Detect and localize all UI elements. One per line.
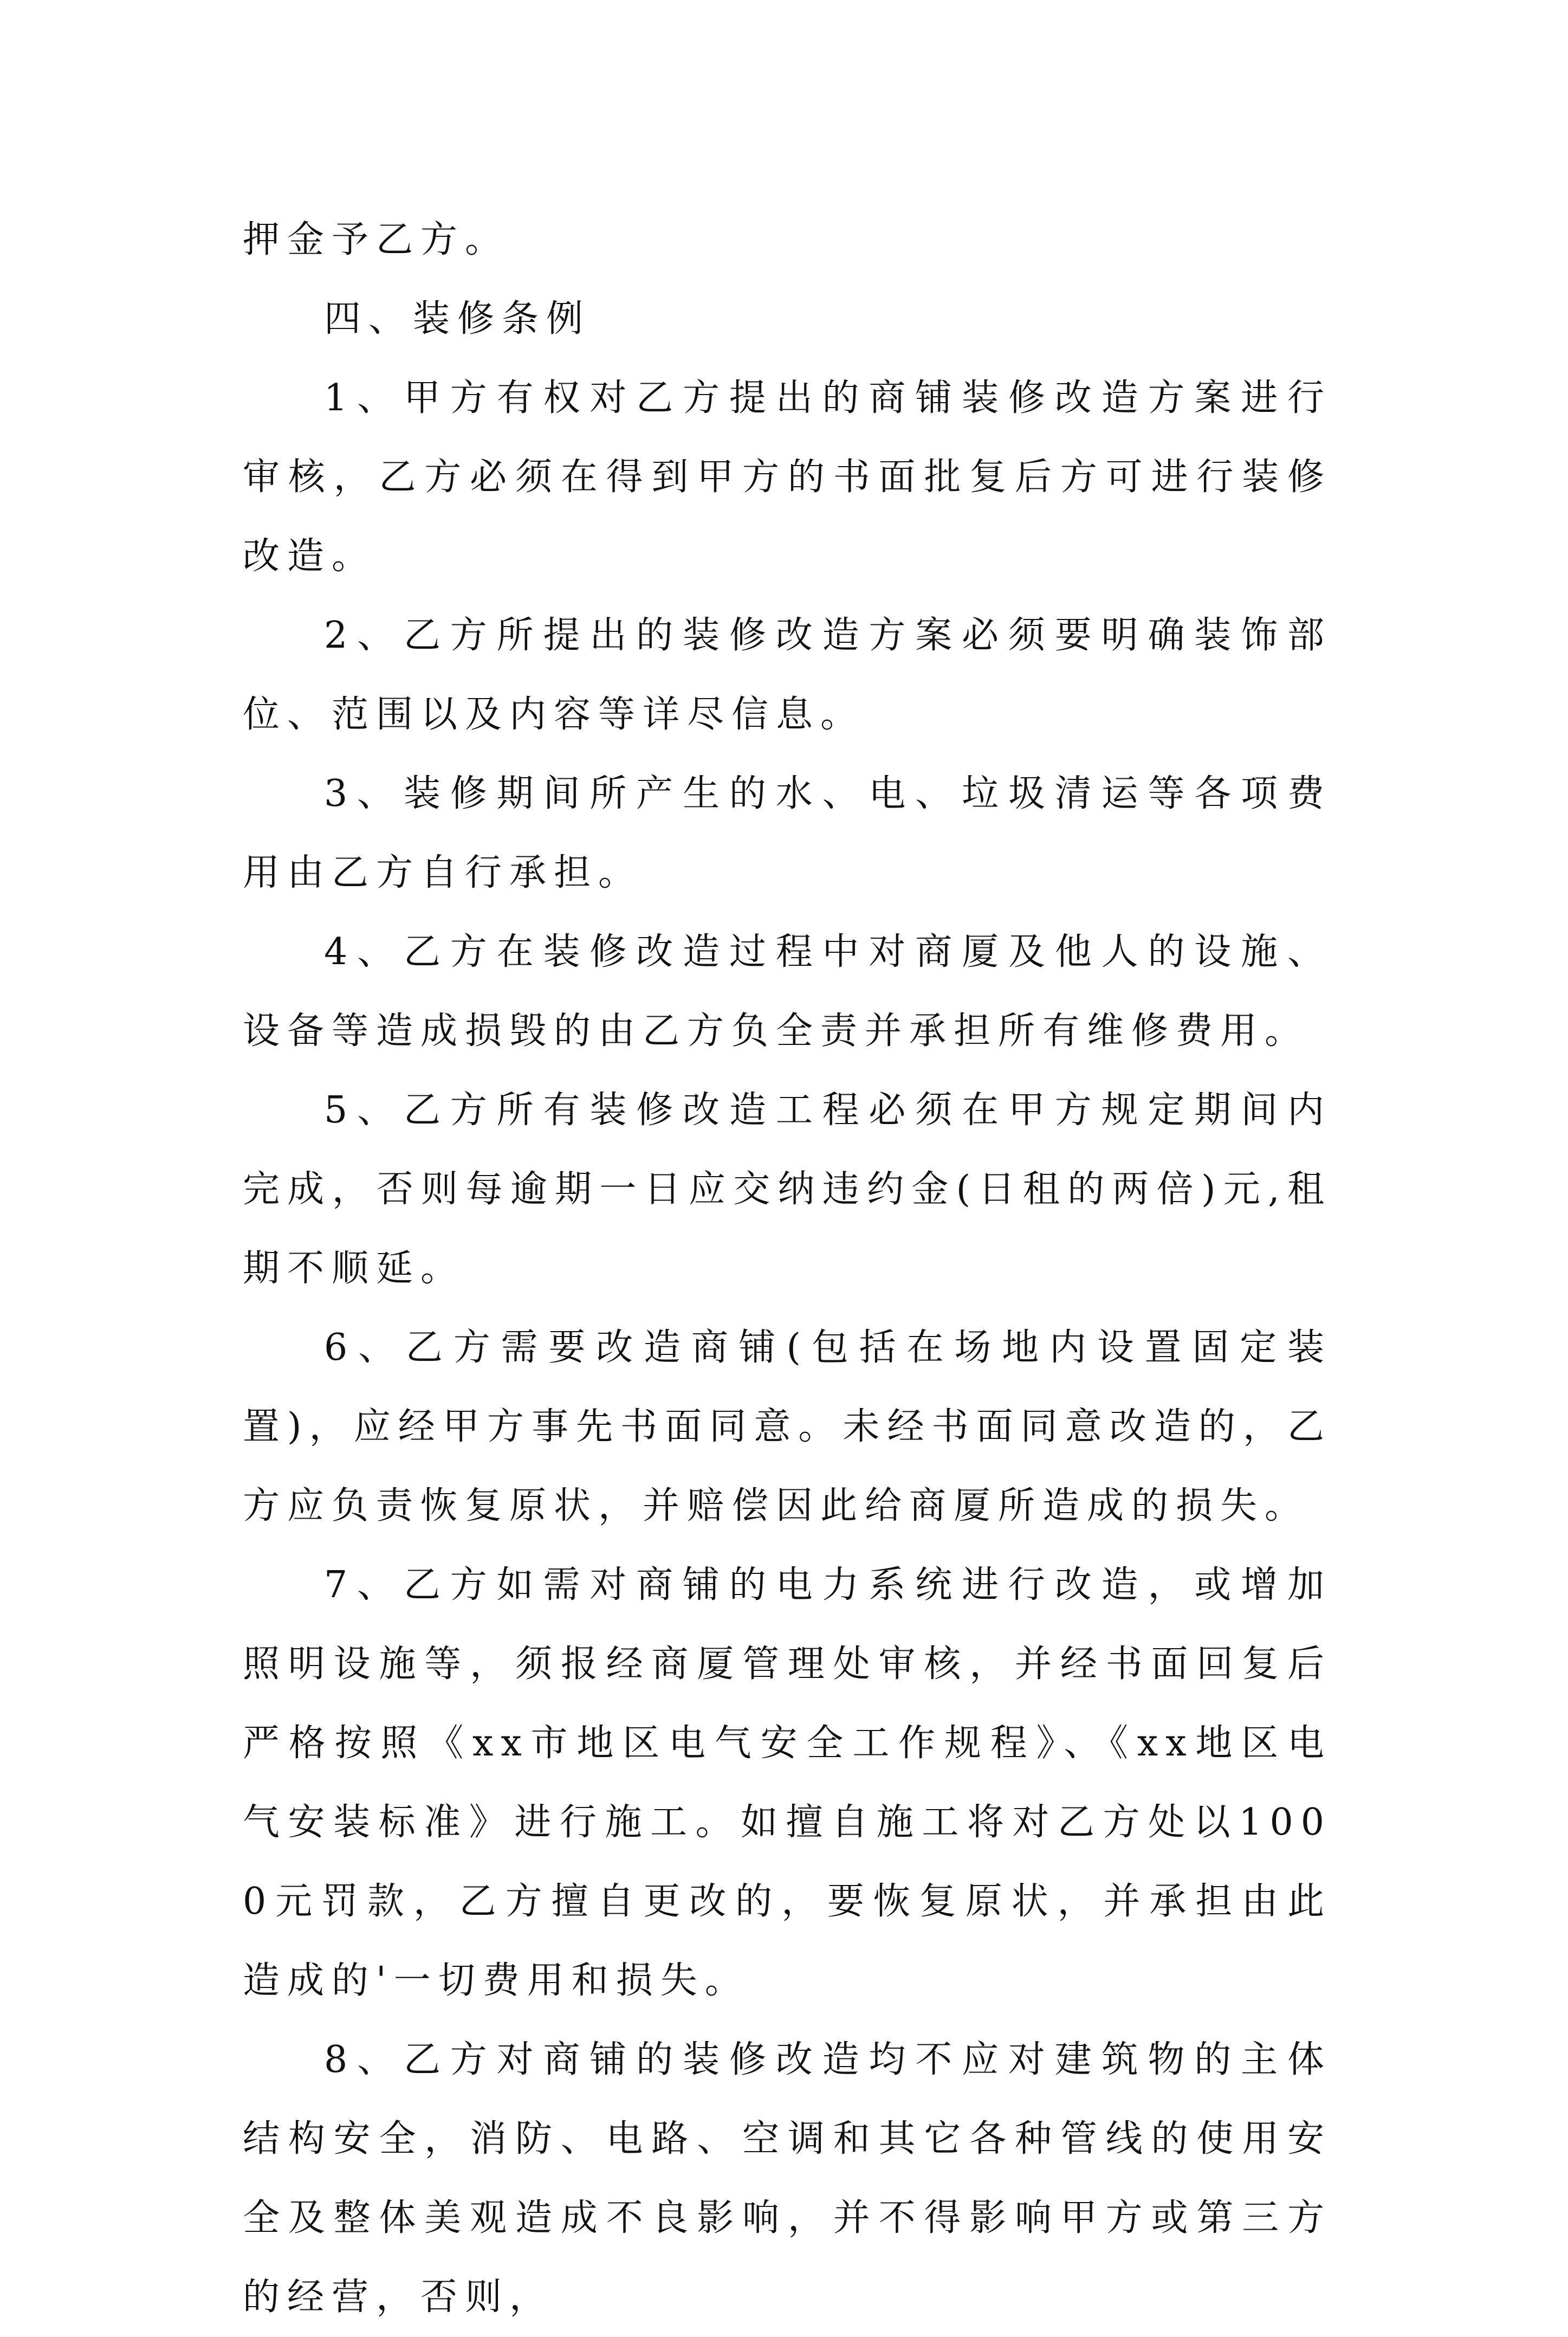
- clause-4: 4、乙方在装修改造过程中对商厦及他人的设施、设备等造成损毁的由乙方负全责并承担所有维修费用。: [243, 931, 1332, 1053]
- section-heading-renovation: 四、装修条例: [324, 298, 591, 340]
- clause-8: 8、乙方对商铺的装修改造均不应对建筑物的主体结构安全，消防、电路、空调和其它各种管线的使用安全及整体美观造成不良影响，并不得影响甲方或第三方的经营，否则，: [243, 2038, 1332, 2319]
- clause-3: 3、装修期间所产生的水、电、垃圾清运等各项费用由乙方自行承担。: [243, 772, 1332, 894]
- clause-2: 2、乙方所提出的装修改造方案必须要明确装饰部位、范围以及内容等详尽信息。: [243, 614, 1332, 736]
- paragraph-deposit-return: 押金予乙方。: [243, 218, 510, 261]
- clause-7: 7、乙方如需对商铺的电力系统进行改造，或增加照明设施等，须报经商厦管理处审核，并经书面回复后严格按照《xx市地区电气安全工作规程》、《xx地区电气安装标准》进行施工。如擅自施工将对乙方处以1000元罚款，乙方擅自更改的，要恢复原状，并承担由此造成的'一切费用和损失。: [243, 1564, 1332, 2002]
- clause-6: 6、乙方需要改造商铺(包括在场地内设置固定装置)，应经甲方事先书面同意。未经书面同意改造的，乙方应负责恢复原状，并赔偿因此给商厦所造成的损失。: [243, 1326, 1332, 1527]
- clause-5: 5、乙方所有装修改造工程必须在甲方规定期间内完成，否则每逾期一日应交纳违约金(日租的两倍)元,租期不顺延。: [243, 1089, 1332, 1290]
- document-body: [243, 201, 1332, 2337]
- clause-1: 1、甲方有权对乙方提出的商铺装修改造方案进行审核，乙方必须在得到甲方的书面批复后方可进行装修改造。: [243, 377, 1332, 578]
